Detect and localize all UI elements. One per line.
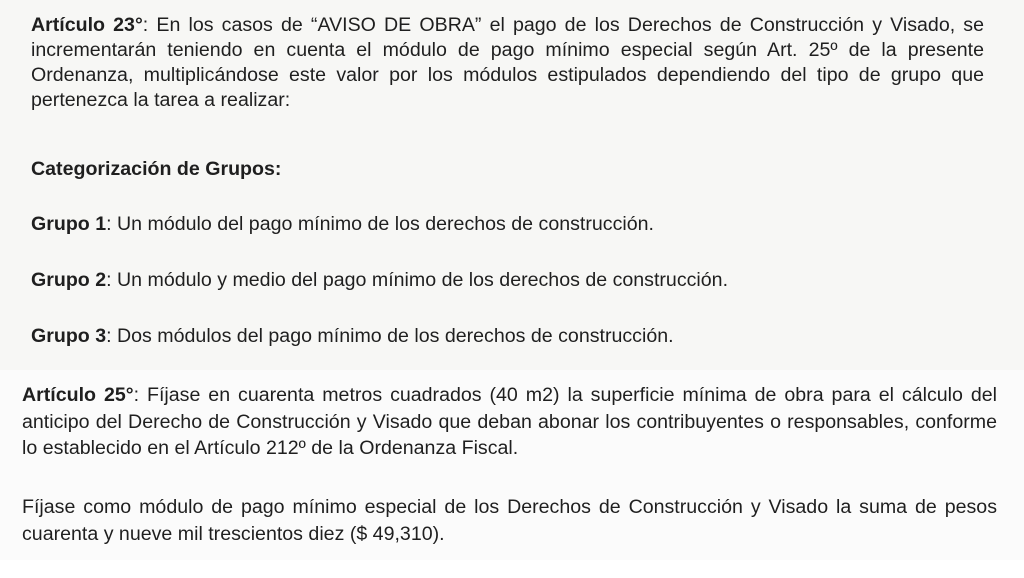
grupo-3-line [31, 324, 931, 349]
modulo-minimo-text: Fíjase como módulo de pago mínimo especial de los Derechos de Construcción y Visado la suma de pesos cuarenta y nueve mil trescientos diez ($ 49,310). [22, 496, 997, 545]
articulo-25-label: Artículo 25° [22, 384, 134, 406]
articulo-23-paragraph [31, 13, 984, 113]
grupo-3-text: : Dos módulos del pago mínimo de los derechos de construcción. [106, 325, 674, 347]
grupo-1-line [31, 212, 931, 237]
grupo-2-line [31, 268, 931, 293]
grupo-1-text: : Un módulo del pago mínimo de los derechos de construcción. [106, 213, 654, 235]
articulo-23-label: Artículo 23° [31, 14, 143, 36]
grupo-3-label: Grupo 3 [31, 325, 107, 347]
articulo-25-paragraph [22, 382, 997, 462]
grupo-2-text: : Un módulo y medio del pago mínimo de los derechos de construcción. [106, 269, 729, 291]
scan-bottom-margin [0, 560, 1024, 578]
categorizacion-heading [31, 157, 931, 182]
grupo-1-label: Grupo 1 [31, 213, 107, 235]
modulo-minimo-paragraph [22, 494, 997, 547]
articulo-23-text: : En los casos de “AVISO DE OBRA” el pago de los Derechos de Construcción y Visado, se incrementarán teniendo en cuenta el módulo de pago mínimo especial según Art. 25º de la presente Ordenanza, multiplicándose este valor por los módulos estipulados dependiendo del tipo de grupo que pertenezca la tarea a realizar: [31, 14, 984, 111]
articulo-25-text: : Fíjase en cuarenta metros cuadrados (40 m2) la superficie mínima de obra para el cálculo del anticipo del Derecho de Construcción y Visado que deban abonar los contribuyentes o responsables, conforme lo establecido en el Artículo 212º de la Ordenanza Fiscal. [22, 384, 997, 459]
categorizacion-heading-text: Categorización de Grupos: [31, 158, 282, 180]
grupo-2-label: Grupo 2 [31, 269, 107, 291]
